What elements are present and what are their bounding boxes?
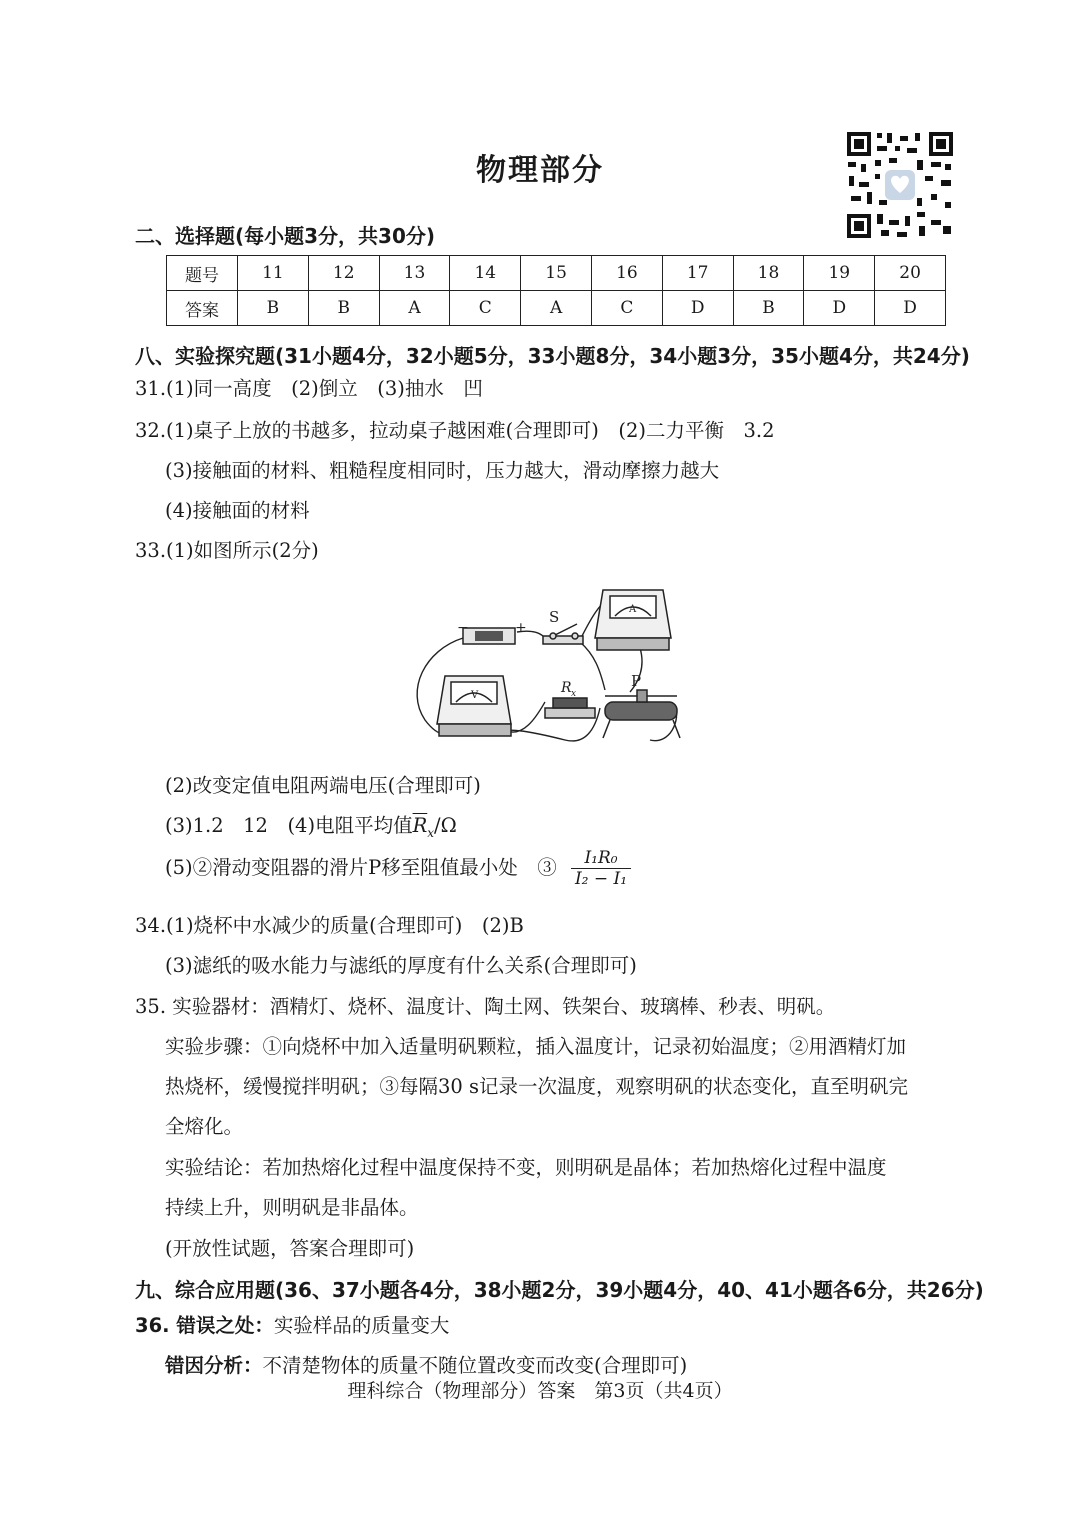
resistor-icon bbox=[545, 698, 595, 718]
table-cell: 14 bbox=[450, 256, 521, 291]
table-cell: A bbox=[521, 291, 592, 326]
answer-q35-note: (开放性试题，答案合理即可) bbox=[165, 1237, 415, 1260]
answer-q36-error bbox=[135, 1310, 449, 1338]
answer-q33-1: 33.(1)如图所示(2分) bbox=[135, 539, 319, 562]
analysis-label: 错因分析： bbox=[165, 1354, 263, 1377]
slider-label: P bbox=[631, 672, 642, 690]
table-cell: 15 bbox=[521, 256, 592, 291]
table-cell: 17 bbox=[662, 256, 733, 291]
page-footer: 理科综合（物理部分）答案 第3页（共4页） bbox=[347, 1380, 733, 1402]
answer-q35-conclusion-1: 实验结论：若加热熔化过程中温度保持不变，则明矾是晶体；若加热熔化过程中温度 bbox=[165, 1156, 887, 1179]
ammeter-label: A bbox=[629, 604, 637, 615]
table-cell: B bbox=[308, 291, 379, 326]
voltmeter-icon bbox=[437, 676, 511, 736]
average-resistance-unit: /Ω bbox=[434, 814, 457, 837]
answer-q33-3-text: (3)1.2 12 (4)电阻平均值 bbox=[165, 814, 413, 837]
answer-q35-steps-3: 全熔化。 bbox=[165, 1115, 244, 1138]
table-cell: A bbox=[379, 291, 450, 326]
answer-q32-3: (4)接触面的材料 bbox=[165, 499, 310, 522]
section-heading-experiment: 八、实验探究题(31小题4分，32小题5分，33小题8分，34小题3分，35小题4分，共24分) bbox=[135, 344, 970, 368]
table-cell: 12 bbox=[308, 256, 379, 291]
table-cell: D bbox=[804, 291, 875, 326]
battery-plus-label: + bbox=[515, 620, 527, 636]
switch-label: S bbox=[549, 608, 560, 626]
answer-q34-1: 34.(1)烧杯中水减少的质量(合理即可) (2)B bbox=[135, 914, 524, 937]
answer-q35-steps-2: 热烧杯，缓慢搅拌明矾；③每隔30 s记录一次温度，观察明矾的状态变化，直至明矾完 bbox=[165, 1075, 909, 1098]
table-row-answers bbox=[167, 291, 946, 326]
answer-q33-5-text: (5)②滑动变阻器的滑片P移至阻值最小处 ③ bbox=[165, 856, 557, 879]
table-cell-label: 答案 bbox=[167, 291, 238, 326]
circuit-diagram bbox=[405, 580, 685, 755]
answer-q33-3 bbox=[165, 810, 457, 840]
table-cell: 11 bbox=[238, 256, 309, 291]
answer-q34-2: (3)滤纸的吸水能力与滤纸的厚度有什么关系(合理即可) bbox=[165, 954, 637, 977]
table-cell: 20 bbox=[875, 256, 946, 291]
section-heading-choice: 二、选择题(每小题3分，共30分) bbox=[135, 224, 436, 248]
answer-q33-5 bbox=[165, 848, 631, 889]
switch-icon bbox=[543, 624, 583, 644]
answer-q32-1: 32.(1)桌子上放的书越多，拉动桌子越困难(合理即可) (2)二力平衡 3.2 bbox=[135, 419, 775, 442]
table-cell: C bbox=[591, 291, 662, 326]
section-heading-application: 九、综合应用题(36、37小题各4分，38小题2分，39小题4分，40、41小题各6分，共26分) bbox=[135, 1278, 984, 1302]
analysis-text: 不清楚物体的质量不随位置改变而改变(合理即可) bbox=[262, 1354, 688, 1377]
answer-q36-analysis bbox=[165, 1350, 687, 1378]
formula-numerator: I₁R₀ bbox=[571, 848, 631, 869]
table-cell-label: 题号 bbox=[167, 256, 238, 291]
answer-q35-materials: 35. 实验器材：酒精灯、烧杯、温度计、陶土网、铁架台、玻璃棒、秒表、明矾。 bbox=[135, 995, 836, 1018]
qr-code-image bbox=[845, 130, 955, 240]
answer-q35-conclusion-2: 持续上升，则明矾是非晶体。 bbox=[165, 1196, 419, 1219]
table-cell: 16 bbox=[591, 256, 662, 291]
error-text: 实验样品的质量变大 bbox=[273, 1314, 450, 1337]
answer-table bbox=[166, 255, 946, 326]
table-cell: 13 bbox=[379, 256, 450, 291]
table-cell: B bbox=[733, 291, 804, 326]
formula-fraction bbox=[571, 848, 631, 889]
average-resistance-subscript: x bbox=[427, 825, 435, 840]
table-cell: 18 bbox=[733, 256, 804, 291]
rheostat-icon bbox=[603, 690, 680, 738]
answer-q31: 31.(1)同一高度 (2)倒立 (3)抽水 凹 bbox=[135, 377, 483, 400]
answer-q33-2: (2)改变定值电阻两端电压(合理即可) bbox=[165, 774, 481, 797]
battery-icon bbox=[463, 628, 515, 644]
answer-q32-2: (3)接触面的材料、粗糙程度相同时，压力越大，滑动摩擦力越大 bbox=[165, 459, 720, 482]
answer-q35-steps-1: 实验步骤：①向烧杯中加入适量明矾颗粒，插入温度计，记录初始温度；②用酒精灯加 bbox=[165, 1035, 907, 1058]
resistor-subscript: x bbox=[571, 689, 577, 699]
table-cell: D bbox=[875, 291, 946, 326]
page-title: 物理部分 bbox=[476, 153, 604, 188]
table-cell: D bbox=[662, 291, 733, 326]
table-cell: B bbox=[238, 291, 309, 326]
ammeter-icon bbox=[595, 590, 671, 650]
voltmeter-label: V bbox=[471, 690, 479, 701]
battery-minus-label: − bbox=[457, 620, 469, 636]
table-cell: 19 bbox=[804, 256, 875, 291]
error-label: 36. 错误之处： bbox=[135, 1314, 274, 1337]
formula-denominator: I₂ − I₁ bbox=[574, 869, 628, 889]
table-cell: C bbox=[450, 291, 521, 326]
average-resistance-symbol: $\overline{R}$ bbox=[412, 814, 428, 837]
table-row-numbers bbox=[167, 256, 946, 291]
resistor-label: R bbox=[561, 680, 572, 696]
